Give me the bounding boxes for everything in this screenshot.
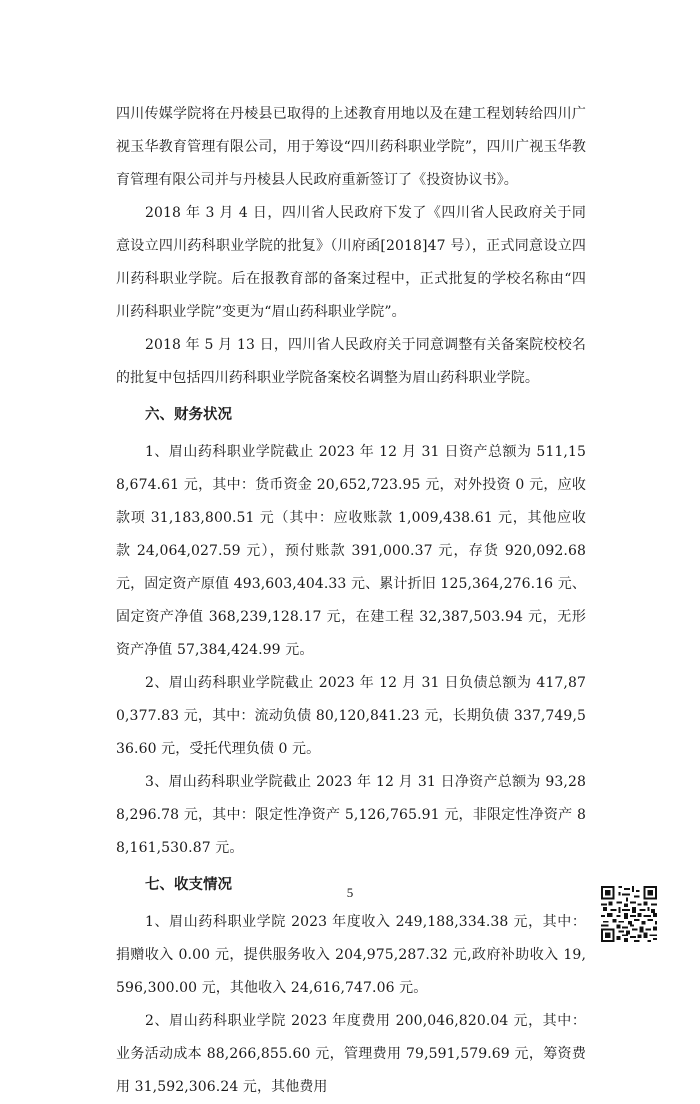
section-heading-income: 七、收支情况 — [145, 877, 232, 893]
income-paragraph-1: 1、眉山药科职业学院 2023 年度收入 249,188,334.38 元，其中：捐赠收入 0.00 元，提供服务收入 204,975,287.32 元,政府补助收入 19,596,300.00 元，其他收入 24,616,747.06 元。 — [116, 914, 586, 996]
page-number: 5 — [346, 885, 354, 900]
finance-paragraph-1: 1、眉山药科职业学院截止 2023 年 12 月 31 日资产总额为 511,158,674.61 元，其中：货币资金 20,652,723.95 元，对外投资 0 元，应收款项 31,183,800.51 元（其中：应收账款 1,009,438.61 元，其他应收款 24,064,027.59 元），预付账款 391,000.37 元，存货 920,092.68 元，固定资产原值 493,603,404.33 元、累计折旧 125,364,276.16 元、固定资产净值 368,239,128.17 元，在建工程 32,387,503.94 元，无形资产净值 57,384,424.99 元。 — [116, 444, 586, 658]
finance-paragraph-3: 3、眉山药科职业学院截止 2023 年 12 月 31 日净资产总额为 93,288,296.78 元，其中：限定性净资产 5,126,765.91 元，非限定性净资产 88,161,530.87 元。 — [116, 774, 586, 856]
paragraph-intro-1: 四川传媒学院将在丹棱县已取得的上述教育用地以及在建工程划转给四川广视玉华教育管理有限公司，用于筹设“四川药科职业学院”，四川广视玉华教育管理有限公司并与丹棱县人民政府重新签订了《投资协议书》。 — [116, 106, 586, 188]
document-body — [116, 98, 586, 1104]
qr-code-icon — [601, 886, 657, 942]
paragraph-intro-3: 2018 年 5 月 13 日，四川省人民政府关于同意调整有关备案院校校名的批复中包括四川药科职业学院备案校名调整为眉山药科职业学院。 — [116, 337, 586, 386]
section-heading-finance: 六、财务状况 — [145, 407, 232, 423]
finance-paragraph-2: 2、眉山药科职业学院截止 2023 年 12 月 31 日负债总额为 417,870,377.83 元，其中：流动负债 80,120,841.23 元，长期负债 337,749,536.60 元，受托代理负债 0 元。 — [116, 675, 586, 757]
paragraph-intro-2: 2018 年 3 月 4 日，四川省人民政府下发了《四川省人民政府关于同意设立四川药科职业学院的批复》（川府函[2018]47 号），正式同意设立四川药科职业学院。后在报教育部的备案过程中，正式批复的学校名称由“四川药科职业学院”变更为“眉山药科职业学院”。 — [116, 205, 586, 320]
income-paragraph-2: 2、眉山药科职业学院 2023 年度费用 200,046,820.04 元，其中：业务活动成本 88,266,855.60 元，管理费用 79,591,579.69 元，筹资费用 31,592,306.24 元，其他费用 — [116, 1013, 586, 1095]
